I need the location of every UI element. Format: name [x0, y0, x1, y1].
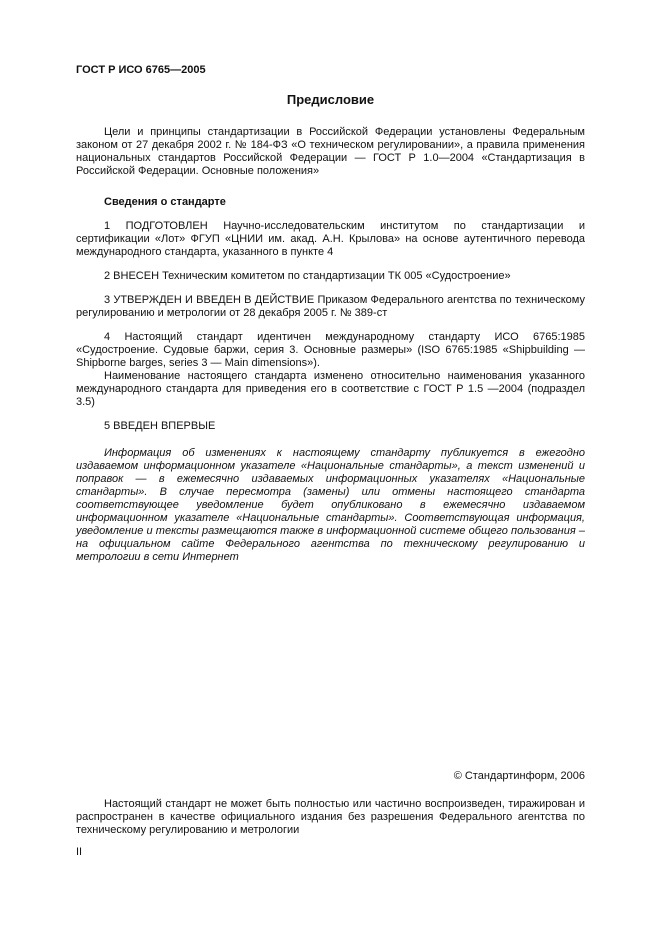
- standard-info-item-3: 3 УТВЕРЖДЕН И ВВЕДЕН В ДЕЙСТВИЕ Приказом Федерального агентства по техническому регулированию и метрологии от 28 декабря 2005 г. № 389-ст: [76, 294, 585, 319]
- standard-info-item-5: 5 ВВЕДЕН ВПЕРВЫЕ: [104, 420, 216, 432]
- page-number: II: [76, 846, 83, 858]
- standard-info-item-4-continuation: Наименование настоящего стандарта изменено относительно наименования указанного международного стандарта для приведения его в соответствие с ГОСТ Р 1.5 —2004 (подраздел 3.5): [76, 370, 585, 408]
- reproduction-restriction: Настоящий стандарт не может быть полностью или частично воспроизведен, тиражирован и распространен в качестве официального издания без разрешения Федерального агентства по техническому регулированию и метрологии: [76, 798, 585, 836]
- standard-info-item-1: 1 ПОДГОТОВЛЕН Научно-исследовательским институтом по стандартизации и сертификации «Лот» ФГУП «ЦНИИ им. акад. А.Н. Крылова» на основе аутентичного перевода международного стандарта, указанного в пункте 4: [76, 220, 585, 258]
- document-code: ГОСТ Р ИСО 6765—2005: [76, 64, 206, 76]
- standard-info-item-2: 2 ВНЕСЕН Техническим комитетом по стандартизации ТК 005 «Судостроение»: [104, 270, 511, 282]
- intro-paragraph: Цели и принципы стандартизации в Российской Федерации установлены Федеральным законом от 27 декабря 2002 г. № 184-ФЗ «О техническом регулировании», а правила применения национальных стандартов Российской Федерации — ГОСТ Р 1.0—2004 «Стандартизация в Российской Федерации. Основные положения»: [76, 126, 585, 177]
- copyright-notice: © Стандартинформ, 2006: [453, 770, 585, 782]
- standard-info-heading: Сведения о стандарте: [104, 196, 226, 208]
- standard-info-item-4: 4 Настоящий стандарт идентичен международному стандарту ИСО 6765:1985 «Судостроение. Судовые баржи, серия 3. Основные размеры» (ISO 6765:1985 «Shipbuilding — Shipborne barges, series 3 — Main dimensions»).: [76, 331, 585, 369]
- page-content: [76, 64, 585, 564]
- page-title: Предисловие: [286, 92, 375, 107]
- amendment-notice: Информация об изменениях к настоящему стандарту публикуется в ежегодно издаваемом информационном указателе «Национальные стандарты», а текст изменений и поправок — в ежемесячно издаваемых информационных указателях «Национальные стандарты». В случае пересмотра (замены) или отмены настоящего стандарта соответствующее уведомление будет опубликовано в ежемесячно издаваемом информационном указателе «Национальные стандарты». Соответствующая информация, уведомление и тексты размещаются также в информационной системе общего пользования – на официальном сайте Федерального агентства по техническому регулированию и метрологии в сети Интернет: [76, 447, 585, 563]
